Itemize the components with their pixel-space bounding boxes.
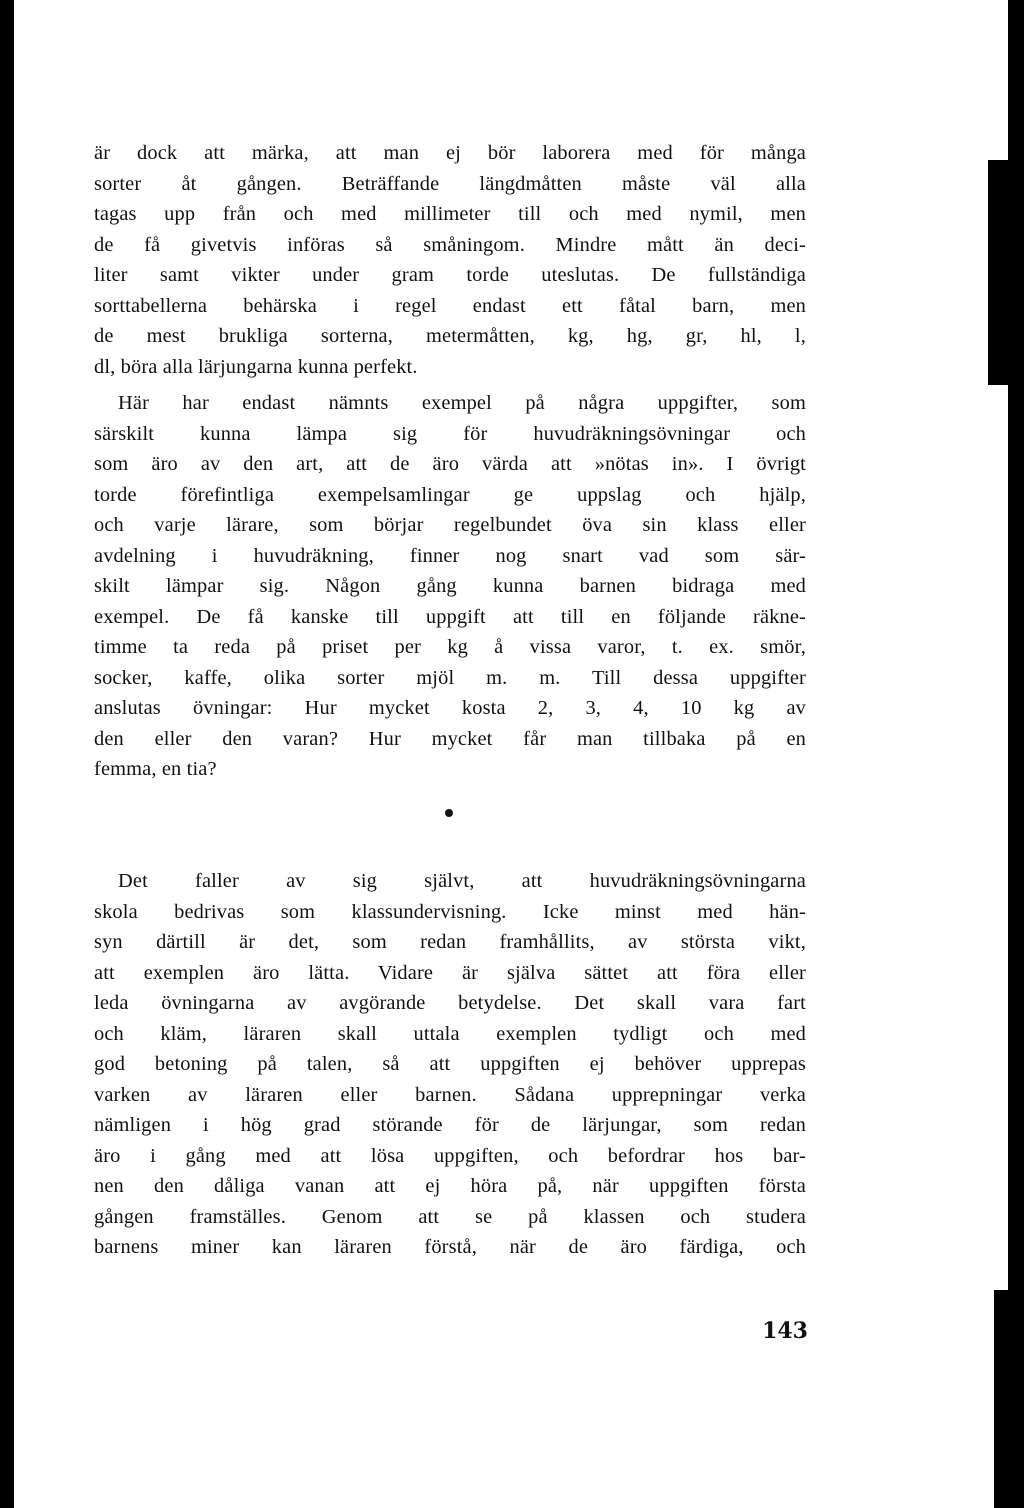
text-line: socker, kaffe, olika sorter mjöl m. m. Till dessa uppgifter: [94, 666, 806, 689]
text-line: att exemplen äro lätta. Vidare är själva sättet att föra eller: [94, 961, 806, 984]
text-line: anslutas övningar: Hur mycket kosta 2, 3, 4, 10 kg av: [94, 697, 806, 719]
section-separator-dot: [445, 809, 453, 817]
text-line: äro i gång med att lösa uppgiften, och befordrar hos bar-: [94, 1144, 806, 1167]
text-line: är dock att märka, att man ej bör laborera med för många: [94, 142, 806, 164]
text-line: leda övningarna av avgörande betydelse. Det skall vara fart: [94, 992, 806, 1014]
text-line: exempel. De få kanske till uppgift att till en följande räkne-: [94, 605, 806, 628]
scan-edge-mark: [994, 1290, 1008, 1508]
text-line: avdelning i huvudräkning, finner nog snart vad som sär-: [94, 544, 806, 567]
text-line: särskilt kunna lämpa sig för huvudräkningsövningar och: [94, 422, 806, 445]
paragraph-2: [94, 388, 806, 785]
text-line: skilt lämpar sig. Någon gång kunna barnen bidraga med: [94, 575, 806, 597]
text-line: syn därtill är det, som redan framhållits, av största vikt,: [94, 931, 806, 953]
scan-edge-mark: [988, 160, 1008, 385]
text-line: och kläm, läraren skall uttala exemplen tydligt och med: [94, 1022, 806, 1045]
text-line: nen den dåliga vanan att ej höra på, när uppgiften första: [94, 1175, 806, 1197]
text-line: barnens miner kan läraren förstå, när de äro färdiga, och: [94, 1236, 806, 1258]
book-page: [14, 0, 1008, 1508]
text-line: torde förefintliga exempelsamlingar ge uppslag och hjälp,: [94, 483, 806, 506]
text-line: de få givetvis införas så småningom. Mindre mått än deci-: [94, 233, 806, 256]
text-line: tagas upp från och med millimeter till och med nymil, men: [94, 203, 806, 225]
text-line: god betoning på talen, så att uppgiften ej behöver upprepas: [94, 1053, 806, 1075]
text-line: skola bedrivas som klassundervisning. Icke minst med hän-: [94, 900, 806, 923]
text-line: femma, en tia?: [94, 758, 217, 780]
scan-edge-mark: [0, 240, 10, 386]
text-line: som äro av den art, att de äro värda att »nötas in». I övrigt: [94, 453, 806, 475]
paragraph-3: [94, 866, 806, 1263]
text-line: timme ta reda på priset per kg å vissa varor, t. ex. smör,: [94, 636, 806, 658]
scan-edge-mark: [0, 44, 10, 140]
text-line: varken av läraren eller barnen. Sådana upprepningar verka: [94, 1083, 806, 1106]
text-line: sorter åt gången. Beträffande längdmåtten måste väl alla: [94, 172, 806, 195]
text-line: de mest brukliga sorterna, metermåtten, kg, hg, gr, hl, l,: [94, 325, 806, 347]
text-line: dl, böra alla lärjungarna kunna perfekt.: [94, 355, 418, 378]
text-line: gången framställes. Genom att se på klassen och studera: [94, 1205, 806, 1228]
scan-edge-mark: [0, 1140, 10, 1286]
text-line: sorttabellerna behärska i regel endast ett fåtal barn, men: [94, 294, 806, 317]
text-line: den eller den varan? Hur mycket får man tillbaka på en: [94, 727, 806, 750]
paragraph-1: [94, 138, 806, 382]
text-line: liter samt vikter under gram torde uteslutas. De fullständiga: [94, 264, 806, 286]
page-number: 143: [762, 1318, 808, 1344]
text-line: Det faller av sig självt, att huvudräkningsövningarna: [118, 870, 806, 892]
text-line: nämligen i hög grad störande för de lärjungar, som redan: [94, 1114, 806, 1136]
text-line: och varje lärare, som börjar regelbundet öva sin klass eller: [94, 514, 806, 536]
text-line: Här har endast nämnts exempel på några uppgifter, som: [118, 392, 806, 414]
